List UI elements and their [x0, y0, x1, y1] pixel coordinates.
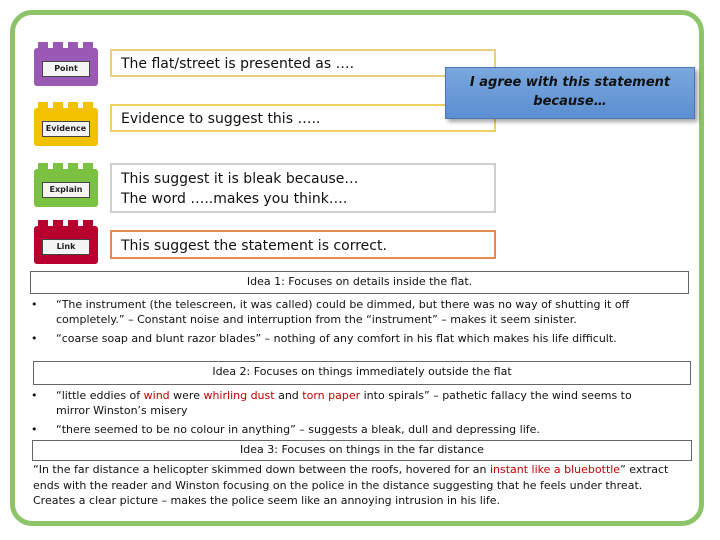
- bullet-marker: •: [31, 298, 38, 311]
- bullet-marker: •: [31, 332, 38, 345]
- explain-box: [110, 163, 496, 213]
- idea1-bullet-2: [31, 331, 696, 346]
- idea1-bullet1-line2: completely.” – Constant noise and interruption from the “instrument” – makes it seem sinister.: [56, 313, 577, 326]
- link-text: This suggest the statement is correct.: [121, 238, 387, 254]
- text-run: “In the far distance a helicopter skimmed down between the roofs, hovered for an: [33, 463, 490, 476]
- red-quote-wind: wind: [143, 389, 170, 402]
- idea2-heading: [33, 361, 691, 385]
- evidence-box: [110, 104, 496, 132]
- point-text: The flat/street is presented as ….: [121, 56, 355, 72]
- text-run: ” extract: [620, 463, 669, 476]
- explain-brick: [34, 169, 98, 207]
- point-brick: [34, 48, 98, 86]
- red-quote-torn-paper: torn paper: [302, 389, 361, 402]
- idea1-bullet1-line1: “The instrument (the telescreen, it was called) could be dimmed, but there was no way of shutting it off: [56, 298, 630, 311]
- evidence-brick: [34, 108, 98, 146]
- link-box: [110, 230, 496, 259]
- callout-line-1: I agree with this statement: [469, 75, 671, 90]
- idea2-bullet2-text: “there seemed to be no colour in anything” – suggests a bleak, dull and depressing life.: [56, 423, 540, 436]
- text-run: and: [274, 389, 303, 402]
- bullet-marker: •: [31, 423, 38, 436]
- point-tag: Point: [42, 61, 90, 77]
- idea3-heading: [32, 440, 692, 461]
- red-quote-whirling-dust: whirling dust: [203, 389, 275, 402]
- idea3-line-3: Creates a clear picture – makes the police seem like an annoying intrusion in his life.: [33, 494, 500, 507]
- text-run: into spirals” – pathetic fallacy the wind seems to: [360, 389, 632, 402]
- idea1-heading: [30, 271, 689, 294]
- link-tag: Link: [42, 239, 90, 255]
- idea1-heading-text: Idea 1: Focuses on details inside the flat.: [246, 275, 473, 288]
- explain-line-1: This suggest it is bleak because…: [121, 171, 359, 187]
- idea2-bullet1-line1: [56, 388, 696, 403]
- bullet-marker: •: [31, 389, 38, 402]
- idea2-bullet1-line2: mirror Winston’s misery: [56, 404, 188, 417]
- explain-line-2: The word …..makes you think….: [121, 191, 348, 207]
- idea1-bullet2-text: “coarse soap and blunt razor blades” – nothing of any comfort in his flat which makes his life difficult.: [56, 332, 617, 345]
- text-run: were: [169, 389, 204, 402]
- text-run: “little eddies of: [56, 389, 144, 402]
- point-box: [110, 49, 496, 77]
- evidence-tag: Evidence: [42, 121, 90, 137]
- idea3-line-1: [33, 462, 695, 478]
- callout-line-2: because…: [533, 94, 607, 109]
- idea3-paragraph: [33, 462, 695, 509]
- idea3-line-2: ends with the reader and Winston focusing on the police in the distance suggesting that he feels under threat.: [33, 478, 643, 492]
- idea2-bullet-2: [31, 422, 696, 437]
- explain-tag: Explain: [42, 182, 90, 198]
- link-brick: [34, 226, 98, 264]
- idea1-bullet-1: [31, 297, 696, 327]
- evidence-text: Evidence to suggest this …..: [121, 111, 321, 127]
- idea2-bullet-1: [31, 388, 696, 418]
- idea3-heading-text: Idea 3: Focuses on things in the far distance: [240, 443, 484, 456]
- idea2-heading-text: Idea 2: Focuses on things immediately outside the flat: [212, 365, 512, 378]
- agree-callout: [445, 67, 695, 119]
- red-quote-bluebottle: instant like a bluebottle: [489, 463, 621, 476]
